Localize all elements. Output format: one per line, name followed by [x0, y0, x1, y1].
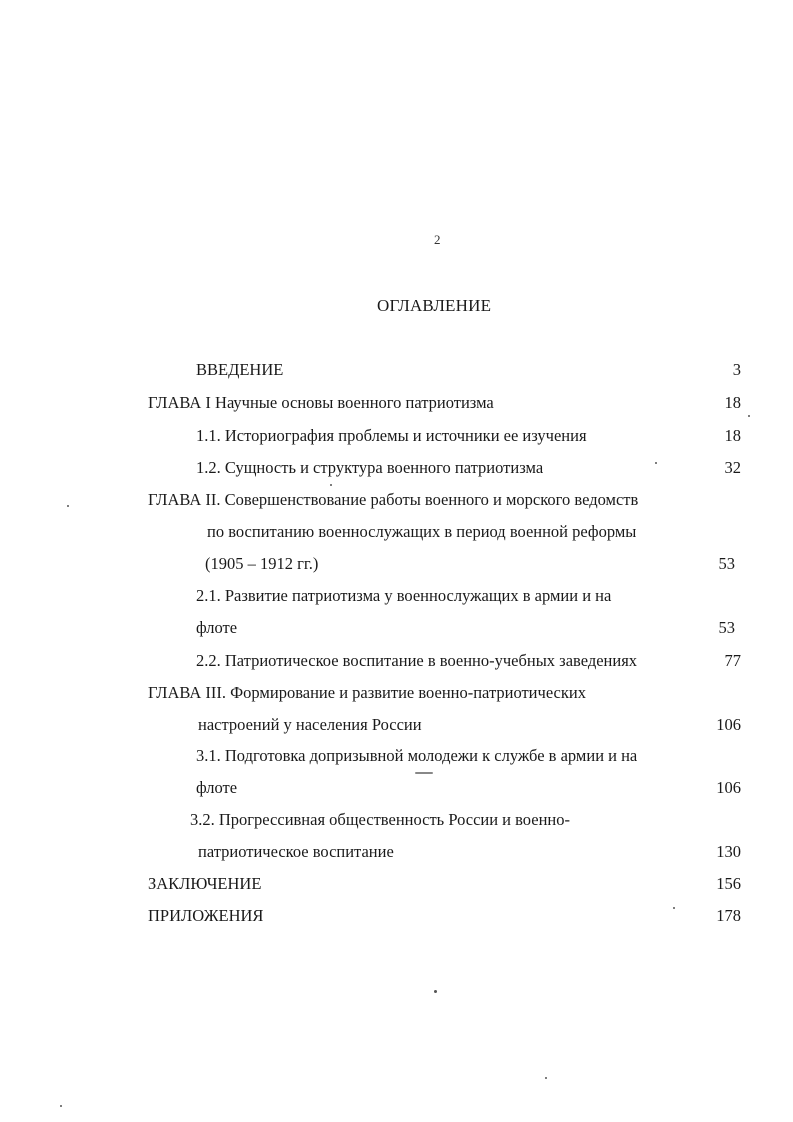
toc-page-chapter-3: 106 [716, 715, 741, 734]
toc-entry-appendices: ПРИЛОЖЕНИЯ [148, 906, 264, 925]
toc-entry-section-3-2-line-2: патриотическое воспитание [198, 842, 394, 861]
toc-entry-section-2-1-line-2: флоте [196, 618, 238, 637]
scan-speck [748, 415, 750, 417]
toc-page-appendices: 178 [716, 906, 741, 925]
toc-entry-chapter-2-line-1: ГЛАВА II. Совершенствование работы военного и морского ведомств [148, 490, 639, 509]
toc-entry-chapter-1: ГЛАВА I Научные основы военного патриотизма [148, 393, 494, 412]
toc-entry-section-3-2-line-1: 3.2. Прогрессивная общественность России и военно- [190, 810, 570, 829]
toc-page-chapter-2: 53 [718, 554, 735, 573]
toc-entry-chapter-3-line-2: настроений у населения России [198, 715, 422, 734]
toc-entry-introduction: ВВЕДЕНИЕ [196, 360, 284, 379]
scan-speck [60, 1105, 62, 1107]
toc-entry-chapter-3-line-1: ГЛАВА III. Формирование и развитие военно-патриотических [148, 683, 586, 702]
scan-speck [434, 990, 437, 993]
toc-page-section-1-2: 32 [724, 458, 741, 477]
toc-page-section-3-1: 106 [716, 778, 741, 797]
toc-page-section-1-1: 18 [724, 426, 741, 445]
toc-entry-section-2-1-line-1: 2.1. Развитие патриотизма у военнослужащих в армии и на [196, 586, 612, 605]
toc-page-chapter-1: 18 [724, 393, 741, 412]
scan-speck [545, 1077, 547, 1079]
toc-entry-conclusion: ЗАКЛЮЧЕНИЕ [148, 874, 262, 893]
scan-speck [673, 907, 675, 909]
toc-title: ОГЛАВЛЕНИЕ [377, 296, 492, 315]
scan-speck [655, 462, 657, 464]
toc-entry-section-3-1-line-2: флоте [196, 778, 238, 797]
toc-entry-chapter-2-line-3: (1905 – 1912 гг.) [205, 554, 319, 573]
scan-speck [415, 772, 433, 774]
toc-entry-section-1-1: 1.1. Историография проблемы и источники ее изучения [196, 426, 587, 445]
toc-page-section-3-2: 130 [716, 842, 741, 861]
toc-entry-section-2-2: 2.2. Патриотическое воспитание в военно-учебных заведениях [196, 651, 638, 670]
scan-speck [330, 484, 332, 486]
toc-entry-chapter-2-line-2: по воспитанию военнослужащих в период военной реформы [207, 522, 637, 541]
toc-entry-section-3-1-line-1: 3.1. Подготовка допризывной молодежи к службе в армии и на [196, 746, 638, 765]
toc-page-section-2-1: 53 [718, 618, 735, 637]
scan-speck [67, 505, 69, 507]
page-number: 2 [434, 232, 441, 247]
toc-page-introduction: 3 [732, 360, 741, 379]
toc-page-section-2-2: 77 [724, 651, 741, 670]
toc-page-conclusion: 156 [716, 874, 741, 893]
toc-entry-section-1-2: 1.2. Сущность и структура военного патриотизма [196, 458, 544, 477]
